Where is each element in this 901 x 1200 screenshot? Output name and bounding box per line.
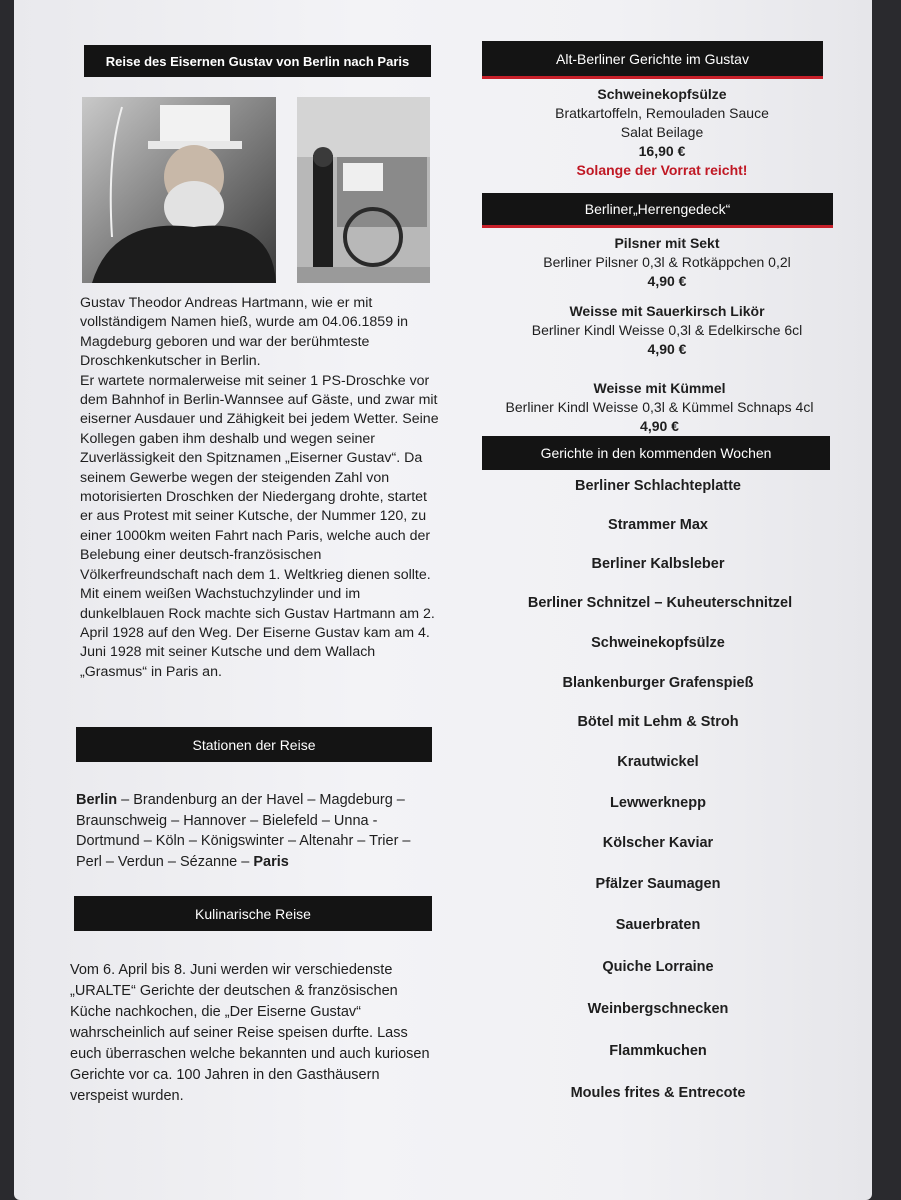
stations-text bbox=[76, 790, 436, 872]
herrengedeck-item bbox=[482, 302, 852, 359]
upcoming-dish: Pfälzer Saumagen bbox=[595, 876, 721, 892]
herrengedeck-item-title: Weisse mit Sauerkirsch Likör bbox=[569, 303, 765, 319]
herrengedeck-item-desc: Berliner Kindl Weisse 0,3l & Kümmel Schnaps 4cl bbox=[505, 399, 814, 415]
upcoming-dish: Blankenburger Grafenspieß bbox=[562, 675, 754, 691]
upcoming-dish: Krautwickel bbox=[617, 754, 699, 770]
herrengedeck-item-price: 4,90 € bbox=[647, 273, 687, 289]
upcoming-dish: Strammer Max bbox=[608, 517, 708, 533]
alt-dish bbox=[482, 85, 842, 180]
alt-dish-price: 16,90 € bbox=[638, 143, 686, 159]
story-text bbox=[80, 294, 440, 682]
herrengedeck-item-title: Pilsner mit Sekt bbox=[614, 235, 720, 251]
upcoming-header-label: Gerichte in den kommenden Wochen bbox=[540, 445, 772, 461]
journey-header: Reise des Eisernen Gustav von Berlin nach Paris bbox=[84, 45, 431, 77]
culinary-text: Vom 6. April bis 8. Juni werden wir verschiedenste „URALTE“ Gerichte der deutschen & französischen Küche nachkochen, die „Der Eiserne Gustav“ wahrscheinlich auf seiner Reise speisen durfte. Lass euch überraschen welche bekannten und auch kuriosen Gerichte vor ca. 100 Jahren in den Gasthäusern verspeist wurden. bbox=[70, 962, 430, 1104]
herrengedeck-item bbox=[472, 379, 847, 436]
station-end: Paris bbox=[253, 853, 289, 870]
culinary-header bbox=[74, 896, 432, 931]
carriage-photo bbox=[297, 97, 430, 283]
herrengedeck-header-rest: „Herrengedeck“ bbox=[632, 201, 731, 217]
alt-berliner-header-label: Alt-Berliner Gerichte im Gustav bbox=[556, 50, 749, 67]
stations-header-label: Stationen der Reise bbox=[192, 736, 316, 753]
herrengedeck-item-price: 4,90 € bbox=[647, 341, 687, 357]
herrengedeck-item-price: 4,90 € bbox=[640, 418, 679, 434]
upcoming-dish: Kölscher Kaviar bbox=[602, 835, 714, 851]
alt-dish-title: Schweinekopfsülze bbox=[597, 86, 727, 102]
herrengedeck-item-desc: Berliner Pilsner 0,3l & Rotkäppchen 0,2l bbox=[543, 254, 791, 270]
upcoming-dish: Weinbergschnecken bbox=[587, 1001, 729, 1017]
culinary-header-label: Kulinarische Reise bbox=[195, 905, 311, 922]
alt-dish-note: Solange der Vorrat reicht! bbox=[576, 162, 748, 178]
upcoming-dish: Schweinekopfsülze bbox=[591, 635, 725, 651]
alt-dish-line-1: Bratkartoffeln, Remouladen Sauce bbox=[555, 105, 769, 121]
herrengedeck-item bbox=[482, 234, 852, 291]
story-paragraph-1: Gustav Theodor Andreas Hartmann, wie er mit vollständigem Namen hieß, wurde am 04.06.1859 in Magdeburg geboren und war der berühmteste Droschkenkutscher in Berlin. bbox=[80, 295, 409, 370]
stations-middle: – Brandenburg an der Havel – Magdeburg – Braunschweig – Hannover – Bielefeld – Unna - Dortmund – Köln – Königswinter – Altenahr – Trier – Perl – Verdun – Sézanne – bbox=[76, 792, 411, 870]
alt-dish-line-2: Salat Beilage bbox=[620, 124, 704, 140]
station-start: Berlin bbox=[76, 792, 118, 808]
portrait-photo bbox=[82, 97, 276, 283]
upcoming-dish: Berliner Schlachteplatte bbox=[575, 478, 741, 494]
upcoming-dish: Berliner Schnitzel – Kuheuterschnitzel bbox=[527, 595, 793, 611]
upcoming-dish: Berliner Kalbsleber bbox=[591, 556, 725, 572]
herrengedeck-header-bold: Berliner bbox=[584, 201, 633, 217]
upcoming-dish: Quiche Lorraine bbox=[602, 959, 714, 975]
herrengedeck-header bbox=[482, 193, 833, 228]
herrengedeck-item-title: Weisse mit Kümmel bbox=[593, 380, 726, 396]
upcoming-dish: Sauerbraten bbox=[615, 917, 701, 933]
upcoming-dish: Bötel mit Lehm & Stroh bbox=[577, 714, 739, 730]
stations-header bbox=[76, 727, 432, 762]
story-paragraph-2: Er wartete normalerweise mit seiner 1 PS-Droschke vor dem Bahnhof in Berlin-Wannsee auf Gäste, und zwar mit eiserner Ausdauer und Zähigkeit bei jedem Wetter. Seine Kollegen gaben ihm deshalb und wegen seiner Zuverlässigkeit den Spitznamen „Eiserner Gustav“. Da seinem Gewerbe wegen der steigenden Zahl von motorisierten Droschken der Niedergang drohte, startet er aus Protest mit seiner Kutsche, der Nummer 120, zu einer 1000km weiten Fahrt nach Paris, welche auch der Belebung einer deutsch-französischen Völkerfreundschaft nach dem 1. Weltkrieg dienen sollte. Mit einem weißen Wachstuchzylinder und im dunkelblauen Rock machte sich Gustav Hartmann am 2. April 1928 auf den Weg. Der Eiserne Gustav kam am 4. Juni 1928 mit seiner Kutsche und dem Wallach „Grasmus“ in Paris an. bbox=[80, 372, 439, 680]
upcoming-dish: Moules frites & Entrecote bbox=[570, 1085, 746, 1101]
upcoming-header bbox=[482, 436, 830, 470]
upcoming-dish: Lewwerknepp bbox=[610, 795, 706, 811]
alt-berliner-header bbox=[482, 41, 823, 79]
upcoming-dish: Flammkuchen bbox=[609, 1043, 707, 1059]
herrengedeck-item-desc: Berliner Kindl Weisse 0,3l & Edelkirsche 6cl bbox=[531, 322, 803, 338]
